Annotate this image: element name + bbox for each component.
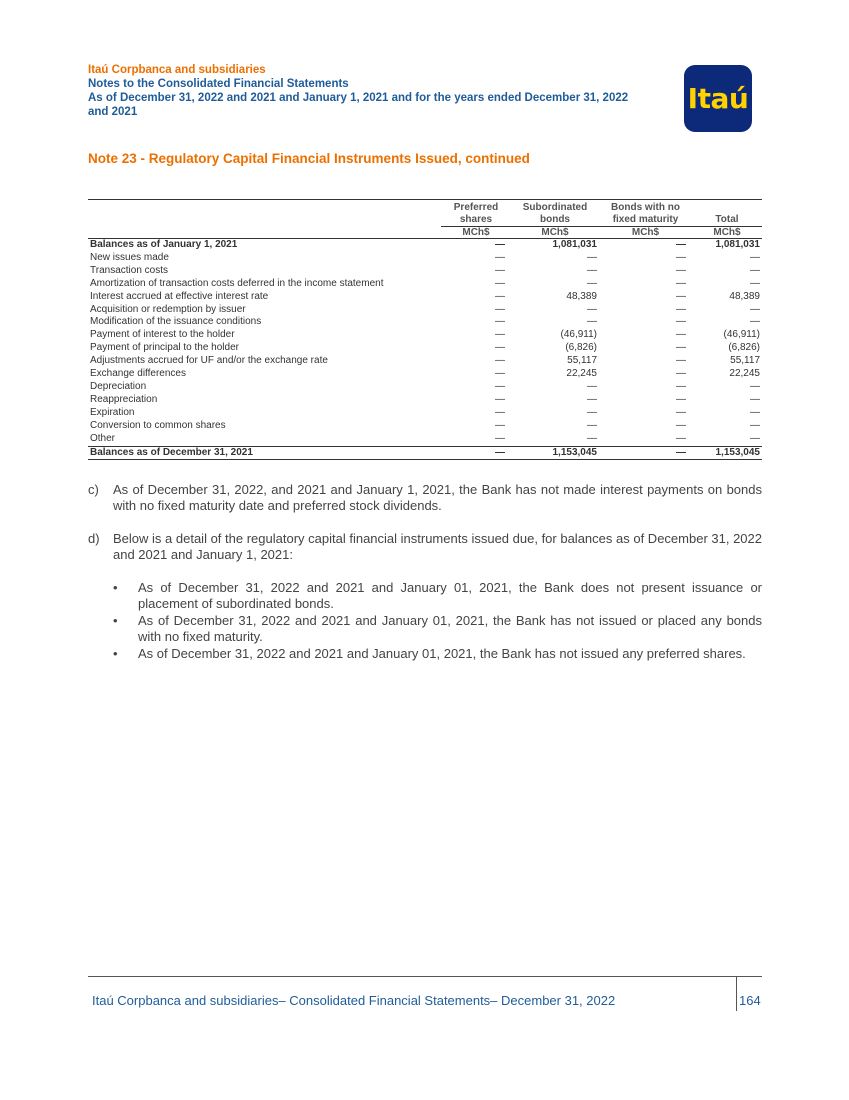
cell-subordinated: 1,153,045 — [511, 446, 599, 460]
row-label: Reappreciation — [90, 393, 158, 405]
paragraph-d-label: d) — [88, 531, 100, 546]
header-blank — [88, 200, 441, 227]
header-bonds-l2: fixed maturity — [612, 214, 679, 225]
unit-bonds: MCh$ — [599, 227, 692, 239]
page-number: 164 — [739, 993, 761, 1008]
cell-bonds: — — [676, 380, 686, 392]
row-label: Transaction costs — [90, 264, 168, 276]
cell-preferred: — — [495, 251, 505, 263]
header-preferred — [441, 200, 511, 227]
note-title: Note 23 - Regulatory Capital Financial Instruments Issued, continued — [88, 151, 530, 166]
header-period-line-cont: and 2021 — [88, 106, 138, 118]
row-label: Conversion to common shares — [90, 419, 226, 431]
cell-subordinated: — — [587, 380, 597, 392]
bullet-text: As of December 31, 2022 and 2021 and January 01, 2021, the Bank does not present issuance or placement of subordinated bonds. — [138, 580, 762, 611]
table-row — [88, 291, 762, 304]
bullet-item — [113, 613, 762, 645]
cell-total: — — [750, 406, 760, 418]
cell-subordinated: — — [587, 303, 597, 315]
cell-bonds: — — [676, 329, 686, 341]
document-header — [88, 63, 688, 119]
row-label: Balances as of January 1, 2021 — [90, 239, 238, 250]
cell-preferred: — — [495, 393, 505, 405]
table-row — [88, 407, 762, 420]
header-subtitle: Notes to the Consolidated Financial Statements — [88, 78, 349, 90]
cell-bonds: — — [676, 277, 686, 289]
cell-total: 48,389 — [729, 290, 760, 302]
cell-preferred: — — [495, 368, 505, 380]
cell-preferred: — — [495, 264, 505, 276]
row-label: Payment of principal to the holder — [90, 342, 239, 354]
cell-subordinated: — — [587, 277, 597, 289]
cell-total: 22,245 — [729, 368, 760, 380]
bullet-dot-icon: • — [113, 580, 118, 595]
row-label: Amortization of transaction costs deferred in the income statement — [90, 277, 384, 289]
row-label: New issues made — [90, 251, 169, 263]
cell-preferred: — — [495, 329, 505, 341]
row-label: Depreciation — [90, 380, 147, 392]
footer-text: Itaú Corpbanca and subsidiaries– Consolidated Financial Statements– December 31, 2022 — [92, 993, 616, 1008]
header-total-label: Total — [715, 214, 739, 225]
cell-total: 1,153,045 — [692, 446, 762, 460]
capital-instruments-table — [88, 199, 762, 460]
header-subordinated — [511, 200, 599, 227]
cell-bonds: — — [676, 342, 686, 354]
table-row — [88, 329, 762, 342]
cell-preferred: — — [495, 277, 505, 289]
cell-subordinated: — — [587, 251, 597, 263]
row-label: Other — [90, 432, 116, 444]
row-label: Exchange differences — [90, 368, 186, 380]
cell-bonds: — — [676, 239, 686, 250]
table-units-row — [88, 227, 762, 239]
paragraph-c-label: c) — [88, 482, 99, 497]
table-row — [88, 433, 762, 446]
paragraph-d — [88, 531, 762, 563]
cell-total: — — [750, 380, 760, 392]
company-name: Itaú Corpbanca and subsidiaries — [88, 64, 266, 76]
cell-subordinated: — — [587, 432, 597, 444]
table-row — [88, 252, 762, 265]
header-total — [692, 200, 762, 227]
table-row — [88, 278, 762, 291]
cell-subordinated: 22,245 — [566, 368, 597, 380]
table-body — [88, 239, 762, 460]
header-bonds-no-maturity — [599, 200, 692, 227]
table-header-row — [88, 200, 762, 227]
cell-total: (6,826) — [728, 342, 760, 354]
table-row — [88, 355, 762, 368]
cell-subordinated: — — [587, 393, 597, 405]
paragraph-c-text: As of December 31, 2022, and 2021 and January 1, 2021, the Bank has not made interest payments on bonds with no fixed maturity date and preferred stock dividends. — [113, 482, 762, 513]
cell-bonds: — — [599, 446, 692, 460]
bullet-dot-icon: • — [113, 613, 118, 628]
row-label: Acquisition or redemption by issuer — [90, 303, 246, 315]
cell-preferred: — — [495, 239, 505, 250]
cell-bonds: — — [676, 393, 686, 405]
cell-subordinated: — — [587, 406, 597, 418]
cell-bonds: — — [676, 251, 686, 263]
cell-bonds: — — [676, 264, 686, 276]
cell-bonds: — — [676, 419, 686, 431]
header-preferred-l2: shares — [459, 214, 493, 225]
cell-subordinated: — — [587, 316, 597, 328]
cell-total: — — [750, 393, 760, 405]
table — [88, 199, 762, 460]
table-row — [88, 304, 762, 317]
row-label: Payment of interest to the holder — [90, 329, 235, 341]
cell-preferred: — — [495, 380, 505, 392]
row-label: Modification of the issuance conditions — [90, 316, 262, 328]
logo-text: Itaú — [687, 82, 749, 115]
cell-total: — — [750, 303, 760, 315]
cell-bonds: — — [676, 355, 686, 367]
cell-preferred: — — [495, 355, 505, 367]
cell-preferred: — — [495, 316, 505, 328]
cell-preferred: — — [441, 446, 511, 460]
paragraph-d-text: Below is a detail of the regulatory capital financial instruments issued due, for balances as of December 31, 2022 and 2021 and January 1, 2021: — [113, 531, 762, 562]
cell-preferred: — — [495, 303, 505, 315]
cell-total: (46,911) — [723, 329, 760, 341]
cell-subordinated: (6,826) — [565, 342, 597, 354]
cell-total: — — [750, 264, 760, 276]
cell-total: 1,081,031 — [715, 239, 760, 250]
cell-bonds: — — [676, 316, 686, 328]
table-row — [88, 368, 762, 381]
bullet-dot-icon: • — [113, 646, 118, 661]
cell-bonds: — — [676, 406, 686, 418]
table-row — [88, 446, 762, 460]
cell-preferred: — — [495, 432, 505, 444]
table-row — [88, 265, 762, 278]
table-row — [88, 381, 762, 394]
cell-total: — — [750, 277, 760, 289]
footer-divider — [88, 976, 762, 977]
table-row — [88, 239, 762, 252]
cell-preferred: — — [495, 290, 505, 302]
table-row — [88, 394, 762, 407]
cell-subordinated: 1,081,031 — [552, 239, 597, 250]
cell-total: — — [750, 251, 760, 263]
bullet-item — [113, 646, 762, 662]
cell-preferred: — — [495, 342, 505, 354]
cell-bonds: — — [676, 290, 686, 302]
cell-total: — — [750, 432, 760, 444]
bullet-list — [113, 580, 762, 663]
table-row — [88, 316, 762, 329]
cell-preferred: — — [495, 419, 505, 431]
bullet-item — [113, 580, 762, 612]
cell-subordinated: 55,117 — [567, 355, 597, 367]
header-subordinated-l2: bonds — [540, 214, 570, 225]
cell-subordinated: (46,911) — [560, 329, 597, 341]
unit-subordinated: MCh$ — [511, 227, 599, 239]
row-label: Expiration — [90, 406, 135, 418]
unit-total: MCh$ — [692, 227, 762, 239]
cell-preferred: — — [495, 406, 505, 418]
table-row — [88, 342, 762, 355]
cell-bonds: — — [676, 432, 686, 444]
header-preferred-l1: Preferred — [453, 202, 499, 213]
footer-page-divider — [736, 977, 737, 1011]
cell-bonds: — — [676, 303, 686, 315]
row-label: Interest accrued at effective interest rate — [90, 290, 269, 302]
table-row — [88, 420, 762, 433]
row-label: Adjustments accrued for UF and/or the exchange rate — [90, 355, 328, 367]
row-label: Balances as of December 31, 2021 — [88, 446, 441, 460]
cell-subordinated: — — [587, 419, 597, 431]
cell-subordinated: 48,389 — [566, 290, 597, 302]
cell-total: 55,117 — [730, 355, 760, 367]
header-bonds-l1: Bonds with no — [611, 202, 680, 213]
bullet-text: As of December 31, 2022 and 2021 and January 01, 2021, the Bank has not issued or placed any bonds with no fixed maturity. — [138, 613, 762, 644]
header-period-line: As of December 31, 2022 and 2021 and January 1, 2021 and for the years ended December 31, 2022 — [88, 92, 629, 104]
paragraph-c — [88, 482, 762, 514]
cell-total: — — [750, 419, 760, 431]
unit-blank — [88, 227, 441, 239]
unit-preferred: MCh$ — [441, 227, 511, 239]
itau-logo — [684, 65, 752, 132]
cell-bonds: — — [676, 368, 686, 380]
header-subordinated-l1: Subordinated — [522, 202, 588, 213]
cell-total: — — [750, 316, 760, 328]
bullet-text: As of December 31, 2022 and 2021 and January 01, 2021, the Bank has not issued any preferred shares. — [138, 646, 746, 661]
cell-subordinated: — — [587, 264, 597, 276]
